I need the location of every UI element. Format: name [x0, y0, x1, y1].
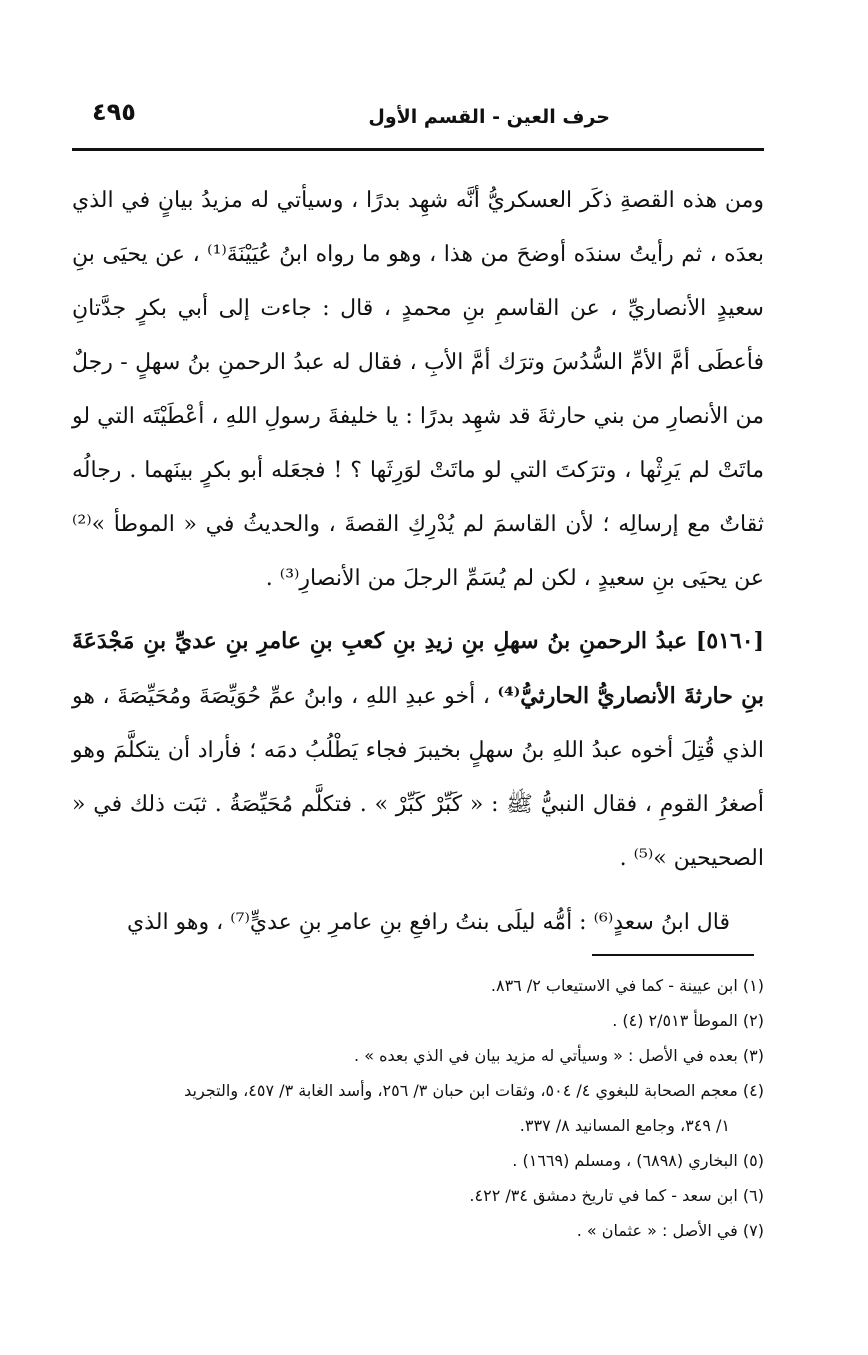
footnote-4: (٤) معجم الصحابة للبغوي ٤/ ٥٠٤، وثقات ابن حبان ٣/ ٢٥٦، وأسد الغابة ٣/ ٤٥٧، والتجريد	[184, 1081, 764, 1100]
footnote-4-continued: ١/ ٣٤٩، وجامع المسانيد ٨/ ٣٣٧.	[519, 1116, 730, 1135]
paragraph-1: ومن هذه القصةِ ذكَر العسكريُّ أنَّه شهِد بدرًا ، وسيأتي له مزيدُ بيانٍ في الذي بعدَه ، ثم رأيتُ سندَه أوضحَ من هذا ، وهو ما رواه ابنُ عُيَيْنَةَ⁽¹⁾ ، عن يحيَى بنِ سعيدٍ الأنصاريِّ ، عن القاسمِ بنِ محمدٍ ، قال : جاءت إلى أبي بكرٍ جدَّتانِ فأعطَى أمَّ الأمِّ السُّدُسَ وترَك أمَّ الأبِ ، فقال له عبدُ الرحمنِ بنُ سهلٍ - رجلٌ من الأنصارِ من بني حارثةَ قد شهِد بدرًا : يا خليفةَ رسولِ اللهِ ، أعْطَيْتَه التي لو ماتَتْ لم يَرِثْها ، وترَكتَ التي لو ماتَتْ لوَرِثَها ؟ ! فجعَله أبو بكرٍ بينَهما . رجالُه ثقاتٌ مع إرسالِه ؛ لأن القاسمَ لم يُدْرِكِ القصةَ ، والحديثُ في « الموطأ »⁽²⁾ عن يحيَى بنِ سعيدٍ ، لكن لم يُسَمِّ الرجلَ من الأنصارِ⁽³⁾ .	[72, 188, 764, 591]
footnote-7: (٧) في الأصل : « عثمان » .	[576, 1221, 764, 1240]
footnote-1: (١) ابن عيينة - كما في الاستيعاب ٢/ ٨٣٦.	[490, 976, 764, 995]
footnote-2: (٢) الموطأ ٢/٥١٣ (٤) .	[612, 1011, 764, 1030]
entry-heading: [٥١٦٠] عبدُ الرحمنِ بنُ سهلِ بنِ زيدِ بنِ كعبِ بنِ عامرِ بنِ عديِّ بنِ مَجْدَعَةَ بنِ حارثةَ الأنصاريُّ الحارثيُّ⁽⁴⁾	[72, 628, 764, 709]
footnotes	[66, 968, 764, 1248]
entry-5160	[72, 614, 764, 886]
footnote-5: (٥) البخاري (٦٨٩٨) ، ومسلم (١٦٦٩) .	[512, 1151, 764, 1170]
footnote-rule	[592, 954, 754, 956]
footnote-6: (٦) ابن سعد - كما في تاريخ دمشق ٣٤/ ٤٢٢.	[469, 1186, 764, 1205]
entry-body: ، أخو عبدِ اللهِ ، وابنُ عمِّ حُوَيِّصَةَ ومُحَيِّصَةَ ، هو الذي قُتِلَ أخوه عبدُ اللهِ بنُ سهلٍ بخيبرَ فجاء يَطْلُبُ دمَه ؛ فأراد أن يتكلَّمَ وهو أصغرُ القومِ ، فقال النبيُّ ﷺ : « كَبِّرْ كَبِّرْ » . فتكلَّم مُحَيِّصَةُ . ثبَت ذلك في « الصحيحين »⁽⁵⁾ .	[72, 684, 764, 871]
paragraph-3: قال ابنُ سعدٍ⁽⁶⁾ : أمُّه ليلَى بنتُ رافعِ بنِ عامرِ بنِ عديٍّ⁽⁷⁾ ، وهو الذي	[126, 910, 730, 935]
running-head: حرف العين - القسم الأول	[368, 106, 610, 128]
footnote-3: (٣) بعده في الأصل : « وسيأتي له مزيد بيان في الذي بعده » .	[354, 1046, 764, 1065]
page-number: ٤٩٥	[92, 98, 136, 126]
main-text	[72, 174, 764, 950]
header-rule	[72, 148, 764, 151]
